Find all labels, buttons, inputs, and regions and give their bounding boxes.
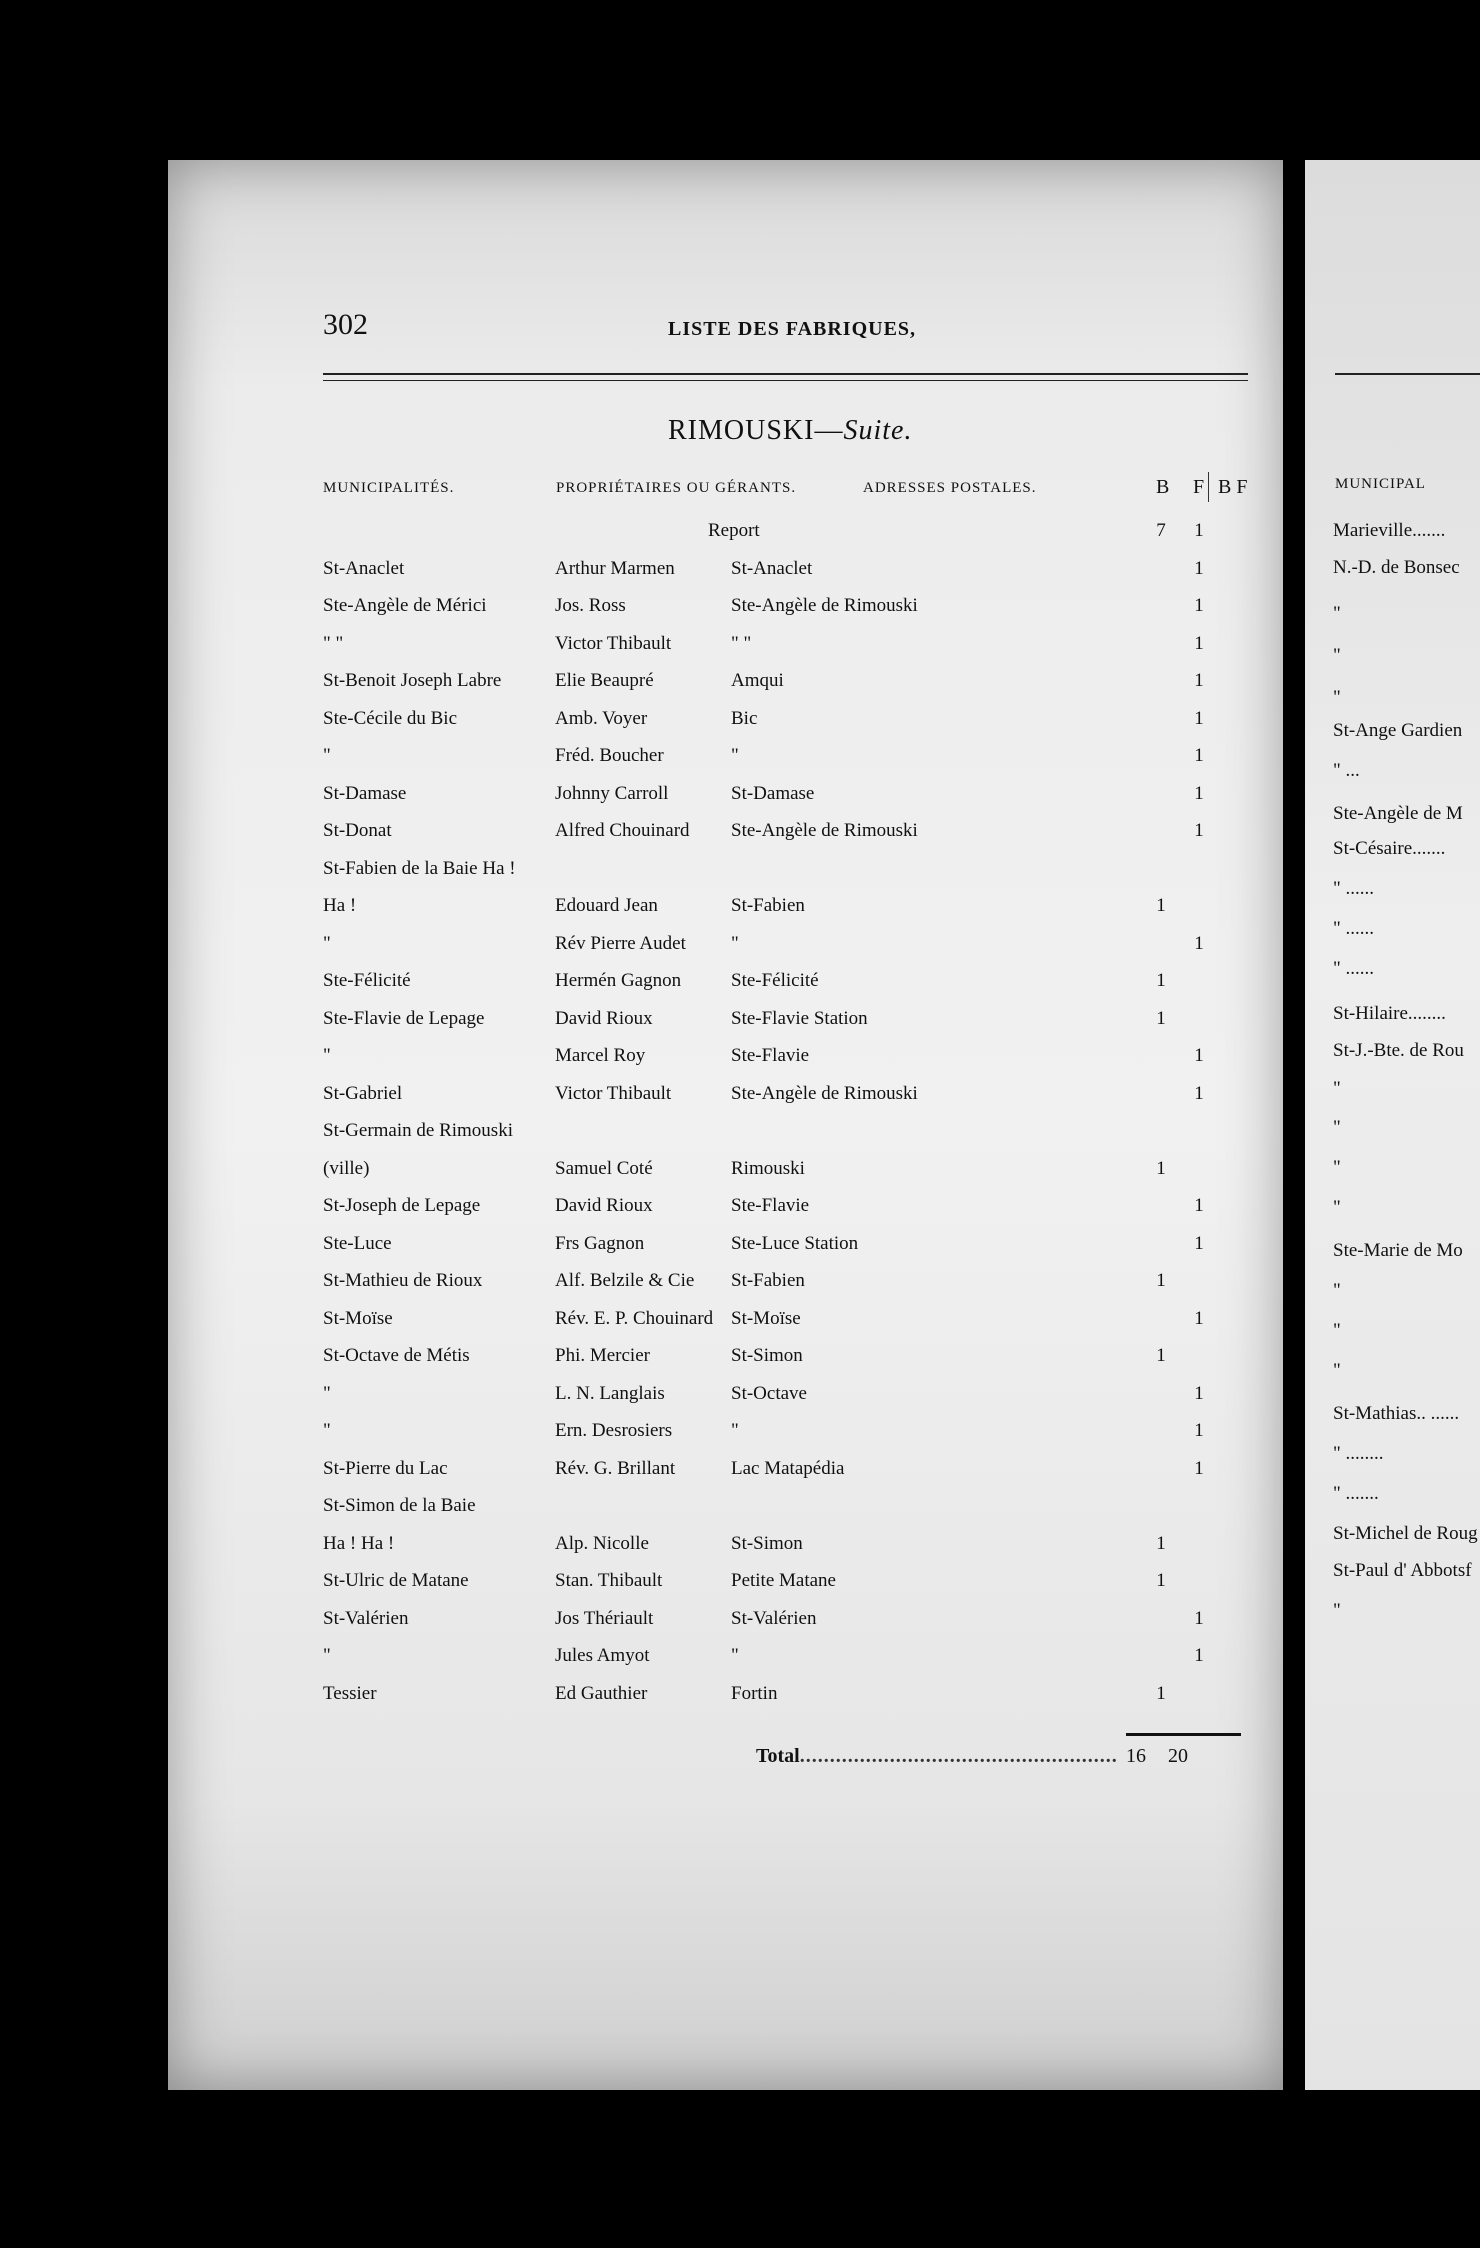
total-label-text: Total [756,1745,800,1767]
next-page-row: " [1333,645,1341,666]
count-f-cell: 1 [1194,1232,1204,1254]
address-cell: Petite Matane [731,1570,836,1591]
municipality-cell: St-Simon de la Baie [323,1495,476,1516]
count-f-cell: 1 [1194,1420,1204,1441]
count-b-cell: 1 [1156,895,1166,916]
proprietor-cell: Alp. Nicolle [555,1532,649,1554]
next-page-rule [1335,373,1480,379]
address-cell: St-Fabien [731,895,805,916]
table-row [323,1487,1283,1525]
address-cell: " [731,932,739,954]
count-b-cell: 1 [1156,1532,1166,1554]
address-cell: St-Fabien [731,1270,805,1291]
address-cell: Lac Matapédia [731,1457,845,1479]
address-cell: Ste-Flavie Station [731,1007,868,1029]
next-page-row: St-Paul d' Abbotsf [1333,1560,1472,1581]
municipality-cell: " [323,745,331,766]
proprietor-cell: Jules Amyot [555,1645,650,1666]
total-b: 16 [1126,1745,1146,1767]
proprietor-cell: Marcel Roy [555,1045,646,1066]
municipality-cell: " [323,1382,331,1404]
count-f-cell: 1 [1194,782,1204,804]
proprietor-cell: Rév. G. Brillant [555,1457,676,1479]
count-f-cell: 1 [1194,1082,1204,1104]
proprietor-cell: Samuel Coté [555,1157,653,1179]
address-cell: " [731,1420,739,1441]
table-row [323,1262,1283,1300]
count-b-cell: 1 [1156,1270,1166,1291]
next-page-row: " [1333,1117,1341,1138]
address-cell: Ste-Flavie [731,1045,810,1066]
table-row [323,1450,1283,1488]
next-page-row: St-Mathias.. ...... [1333,1403,1460,1424]
next-page-row: St-Ange Gardien [1333,720,1463,741]
municipality-cell: Ste-Flavie de Lepage [323,1007,485,1029]
column-header-b: B [1156,476,1170,498]
table-row [323,812,1283,850]
proprietor-cell: Alf. Belzile & Cie [555,1270,695,1291]
table-row [323,1562,1283,1600]
municipality-cell: Ste-Félicité [323,970,411,991]
municipality-cell: St-Ulric de Matane [323,1570,469,1591]
column-header-f: F [1193,476,1205,498]
next-page-row: " [1333,1197,1341,1218]
count-f-cell: 1 [1194,1607,1204,1629]
next-page-row: St-Michel de Roug [1333,1523,1478,1544]
address-cell: Report [708,520,760,541]
next-page-row: " [1333,1360,1341,1381]
count-b-cell: 1 [1156,970,1166,991]
count-f-cell: 1 [1194,745,1204,766]
municipality-cell: St-Mathieu de Rioux [323,1270,483,1291]
address-cell: St-Octave [731,1382,807,1404]
count-b-cell: 1 [1156,1007,1166,1029]
table-row [323,1637,1283,1675]
proprietor-cell: Elie Beaupré [555,670,654,691]
count-b-cell: 1 [1156,1345,1166,1366]
proprietor-cell: Ed Gauthier [555,1682,648,1704]
address-cell: " " [731,632,752,654]
count-f-cell: 1 [1194,932,1204,954]
next-page-row: " ... [1333,760,1360,781]
municipality-cell: St-Octave de Métis [323,1345,470,1366]
address-cell: Ste-Flavie [731,1195,810,1216]
next-page-row: " [1333,1157,1341,1178]
table-row [323,662,1283,700]
proprietor-cell: Arthur Marmen [555,557,675,579]
address-cell: Ste-Luce Station [731,1232,859,1254]
municipality-cell: St-Germain de Rimouski [323,1120,513,1141]
count-f-cell: 1 [1194,1045,1204,1066]
column-header-proprietaires: PROPRIÉTAIRES OU GÉRANTS. [556,480,797,496]
municipality-cell: Ha ! [323,895,357,916]
next-page-row: " ...... [1333,918,1375,939]
address-cell: Rimouski [731,1157,805,1179]
municipality-cell: St-Gabriel [323,1082,403,1104]
count-b-cell: 1 [1156,1682,1166,1704]
count-b-cell: 7 [1156,520,1166,541]
next-page-row: Marieville....... [1333,520,1446,541]
proprietor-cell: Victor Thibault [555,1082,672,1104]
count-f-cell: 1 [1194,707,1204,729]
table-row [323,1000,1283,1038]
table-row [323,1300,1283,1338]
count-b-cell: 1 [1156,1570,1166,1591]
municipality-cell: " [323,1045,331,1066]
proprietor-cell: David Rioux [555,1007,653,1029]
next-page-row: N.-D. de Bonsec [1333,557,1460,578]
total-leader-dots: ..................................................... [799,1745,1118,1767]
proprietor-cell: Edouard Jean [555,895,658,916]
fabriques-table [323,512,1283,1712]
municipality-cell: St-Donat [323,820,392,841]
section-title [668,415,912,447]
count-f-cell: 1 [1194,1382,1204,1404]
section-title-main: RIMOUSKI— [668,415,844,446]
header-rule [323,373,1248,381]
proprietor-cell: Hermén Gagnon [555,970,682,991]
next-page-column-header: MUNICIPAL [1335,476,1426,492]
address-cell: St-Valérien [731,1607,817,1629]
count-f-cell: 1 [1194,595,1204,616]
table-row [323,1075,1283,1113]
section-title-italic: Suite. [843,415,913,446]
address-cell: St-Anaclet [731,557,813,579]
municipality-cell: St-Benoit Joseph Labre [323,670,502,691]
column-header-bf: B F [1218,476,1248,498]
proprietor-cell: L. N. Langlais [555,1382,665,1404]
page-number: 302 [323,308,368,341]
next-page-row: " ....... [1333,1483,1379,1504]
next-page-row: " ...... [1333,878,1375,899]
address-cell: Bic [731,707,758,729]
next-page-row: " ...... [1333,958,1375,979]
municipality-cell: St-Anaclet [323,557,405,579]
municipality-cell: Ha ! Ha ! [323,1532,395,1554]
municipality-cell: St-Joseph de Lepage [323,1195,481,1216]
total-rule [1126,1733,1241,1736]
table-row [323,1337,1283,1375]
address-cell: St-Simon [731,1532,803,1554]
table-row [323,1412,1283,1450]
table-row [323,512,1283,550]
municipality-cell: St-Moïse [323,1307,393,1329]
table-row [323,587,1283,625]
table-row [323,1525,1283,1563]
table-row [323,1675,1283,1713]
table-row [323,1375,1283,1413]
count-f-cell: 1 [1194,557,1204,579]
table-row [323,737,1283,775]
proprietor-cell: Frs Gagnon [555,1232,645,1254]
municipality-cell: St-Fabien de la Baie Ha ! [323,857,516,879]
table-row [323,850,1283,888]
table-row [323,700,1283,738]
table-row [323,1112,1283,1150]
proprietor-cell: Johnny Carroll [555,782,669,804]
address-cell: St-Moïse [731,1307,801,1329]
table-row [323,925,1283,963]
municipality-cell: St-Pierre du Lac [323,1457,448,1479]
next-page-row: " ........ [1333,1443,1384,1464]
next-page-row: St-J.-Bte. de Rou [1333,1040,1464,1061]
table-row [323,550,1283,588]
proprietor-cell: Phi. Mercier [555,1345,650,1366]
count-f-cell: 1 [1194,820,1204,841]
address-cell: " [731,745,739,766]
table-row [323,775,1283,813]
proprietor-cell: Jos. Ross [555,595,626,616]
count-f-cell: 1 [1194,632,1204,654]
address-cell: Ste-Angèle de Rimouski [731,595,918,616]
proprietor-cell: Stan. Thibault [555,1570,663,1591]
address-cell: St-Simon [731,1345,803,1366]
proprietor-cell: Rév. E. P. Chouinard [555,1307,714,1329]
address-cell: Ste-Angèle de Rimouski [731,820,918,841]
table-row [323,1600,1283,1638]
table-row [323,887,1283,925]
next-page-row: " [1333,603,1341,624]
address-cell: St-Damase [731,782,815,804]
proprietor-cell: Fréd. Boucher [555,745,664,766]
municipality-cell: (ville) [323,1157,370,1179]
next-page-row: St-Césaire....... [1333,838,1446,859]
municipality-cell: Ste-Angèle de Mérici [323,595,487,616]
proprietor-cell: Ern. Desrosiers [555,1420,673,1441]
municipality-cell: " [323,1420,331,1441]
proprietor-cell: Victor Thibault [555,632,672,654]
proprietor-cell: Amb. Voyer [555,707,648,729]
column-divider [1208,472,1209,502]
count-f-cell: 1 [1194,1195,1204,1216]
address-cell: " [731,1645,739,1666]
total-label [756,1745,1118,1768]
next-page-row: Ste-Angèle de M [1333,803,1463,824]
proprietor-cell: Alfred Chouinard [555,820,690,841]
municipality-cell: Tessier [323,1682,377,1704]
table-row [323,1150,1283,1188]
total-f: 20 [1168,1745,1188,1767]
count-f-cell: 1 [1194,1457,1204,1479]
column-header-municipalites: MUNICIPALITÉS. [323,480,455,496]
proprietor-cell: Jos Thériault [555,1607,654,1629]
municipality-cell: St-Damase [323,782,407,804]
address-cell: Amqui [731,670,784,691]
municipality-cell: " " [323,632,344,654]
next-page-row: " [1333,1600,1341,1621]
address-cell: Ste-Félicité [731,970,819,991]
address-cell: Fortin [731,1682,778,1704]
next-page-row: " [1333,687,1341,708]
next-page-row: " [1333,1078,1341,1099]
count-f-cell: 1 [1194,520,1204,541]
address-cell: Ste-Angèle de Rimouski [731,1082,918,1104]
count-f-cell: 1 [1194,1645,1204,1666]
count-f-cell: 1 [1194,670,1204,691]
count-f-cell: 1 [1194,1307,1204,1329]
table-row [323,1037,1283,1075]
municipality-cell: Ste-Cécile du Bic [323,707,458,729]
column-header-adresses: ADRESSES POSTALES. [863,480,1037,496]
municipality-cell: " [323,932,331,954]
running-head: LISTE DES FABRIQUES, [668,318,917,340]
next-page-row: St-Hilaire........ [1333,1003,1446,1024]
document-page [168,160,1283,2090]
proprietor-cell: David Rioux [555,1195,653,1216]
page-gutter [1283,160,1305,2090]
table-row [323,962,1283,1000]
next-page-row: " [1333,1320,1341,1341]
table-row [323,1225,1283,1263]
next-page-row: Ste-Marie de Mo [1333,1240,1463,1261]
next-page-row: " [1333,1280,1341,1301]
proprietor-cell: Rév Pierre Audet [555,932,686,954]
table-row [323,1187,1283,1225]
municipality-cell: " [323,1645,331,1666]
municipality-cell: Ste-Luce [323,1232,392,1254]
count-b-cell: 1 [1156,1157,1166,1179]
table-row [323,625,1283,663]
next-page-fragment [1305,160,1480,2090]
municipality-cell: St-Valérien [323,1607,409,1629]
